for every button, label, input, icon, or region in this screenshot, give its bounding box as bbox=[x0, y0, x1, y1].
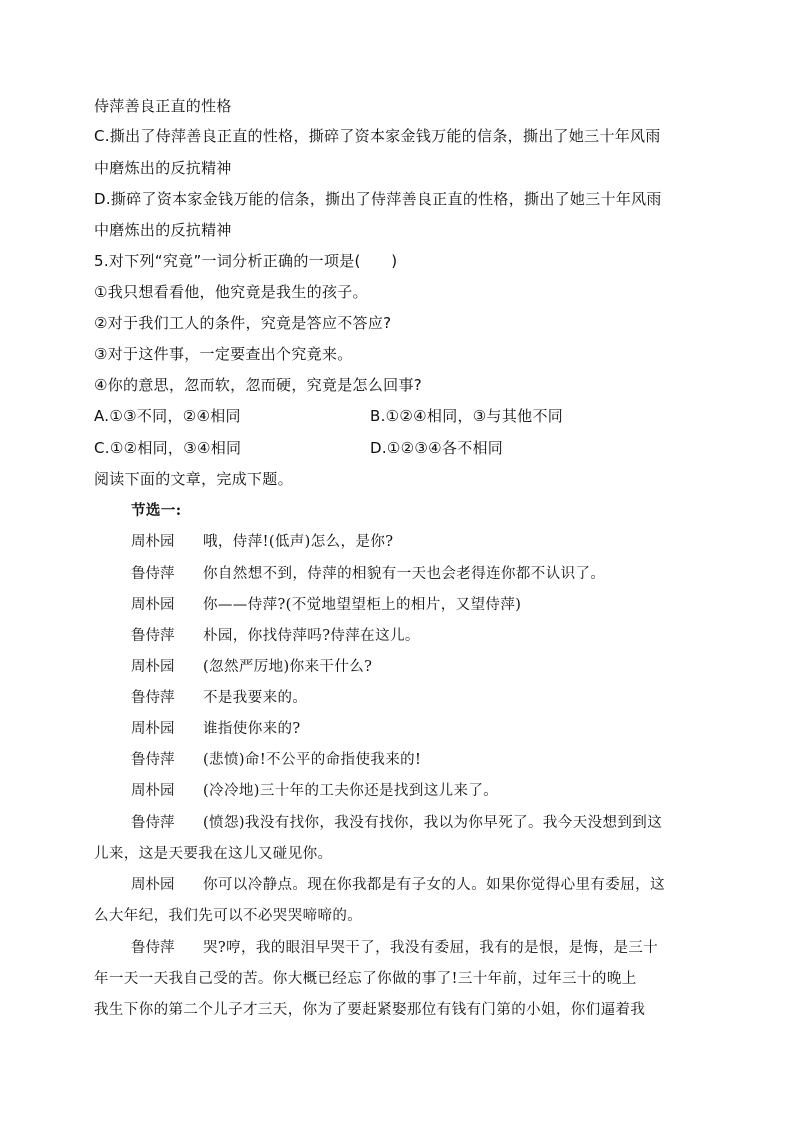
speaker-name: 鲁侍萍 bbox=[131, 690, 175, 706]
speaker-name: 鲁侍萍 bbox=[131, 815, 175, 831]
dialogue-line: 不是我要来的。 bbox=[203, 690, 308, 706]
text-line: 侍萍善良正直的性格 bbox=[94, 97, 232, 115]
option-b: B.①②④相同，③与其他不同 bbox=[370, 407, 564, 425]
dialogue-line: 你自然想不到，侍萍的相貌有一天也会老得连你都不认识了。 bbox=[203, 566, 606, 582]
sentence-2: ②对于我们工人的条件，究竟是答应不答应? bbox=[94, 314, 392, 332]
option-d-line: D.撕碎了资本家金钱万能的信条，撕出了侍萍善良正直的性格，撕出了她三十年风雨 bbox=[94, 190, 662, 208]
question-5: 5.对下列“究竟”一词分析正确的一项是( ) bbox=[94, 252, 398, 270]
sentence-3: ③对于这件事，一定要查出个究竟来。 bbox=[94, 345, 353, 363]
option-d: D.①②③④各不相同 bbox=[370, 439, 504, 457]
text-line: 中磨炼出的反抗精神 bbox=[94, 159, 232, 177]
speaker-name: 周朴园 bbox=[131, 597, 175, 613]
speaker-name: 周朴园 bbox=[131, 877, 175, 893]
dialogue-line: 你可以冷静点。现在你我都是有子女的人。如果你觉得心里有委屈，这 bbox=[203, 877, 665, 893]
sentence-1: ①我只想看看他，他究竟是我生的孩子。 bbox=[94, 283, 368, 301]
speaker-name: 鲁侍萍 bbox=[131, 566, 175, 582]
option-c-line: C.撕出了侍萍善良正直的性格，撕碎了资本家金钱万能的信条，撕出了她三十年风雨 bbox=[94, 127, 661, 145]
speaker-name: 鲁侍萍 bbox=[131, 628, 175, 644]
dialogue-line: 你——侍萍?(不觉地望望柜上的相片，又望侍萍) bbox=[203, 597, 522, 613]
dialogue-line: (悲愤)命!不公平的命指使我来的! bbox=[203, 752, 422, 768]
speaker-name: 鲁侍萍 bbox=[131, 940, 175, 956]
dialogue-line: 哭?哼，我的眼泪早哭干了，我没有委屈，我有的是恨，是悔，是三十 bbox=[203, 940, 659, 956]
speaker-name: 周朴园 bbox=[131, 659, 175, 675]
option-a: A.①③不同，②④相同 bbox=[94, 407, 241, 425]
sentence-4: ④你的意思，忽而软，忽而硬，究竟是怎么回事? bbox=[94, 376, 423, 394]
speaker-name: 周朴园 bbox=[131, 721, 175, 737]
speaker-name: 周朴园 bbox=[131, 534, 175, 550]
speaker-name: 鲁侍萍 bbox=[131, 752, 175, 768]
dialogue-continuation: 我生下你的第二个儿子才三天，你为了要赶紧娶那位有钱有门第的小姐，你们逼着我 bbox=[94, 1002, 646, 1018]
dialogue-line: 朴园，你找侍萍吗?侍萍在这儿。 bbox=[203, 628, 420, 644]
reading-instruction: 阅读下面的文章，完成下题。 bbox=[94, 470, 293, 488]
dialogue-line: 哦，侍萍!(低声)怎么，是你? bbox=[203, 534, 394, 550]
dialogue-line: (冷冷地)三十年的工夫你还是找到这儿来了。 bbox=[203, 783, 499, 799]
dialogue-line: (忽然严厉地)你来干什么? bbox=[203, 659, 373, 675]
option-c: C.①②相同，③④相同 bbox=[94, 439, 242, 457]
speaker-name: 周朴园 bbox=[131, 783, 175, 799]
section-title: 节选一: bbox=[131, 502, 182, 519]
dialogue-continuation: 儿来，这是天要我在这儿又碰见你。 bbox=[94, 846, 333, 862]
dialogue-line: (愤怨)我没有找你，我没有找你，我以为你早死了。我今天没想到到这 bbox=[203, 815, 663, 831]
dialogue-line: 谁指使你来的? bbox=[203, 721, 301, 737]
text-line: 中磨炼出的反抗精神 bbox=[94, 221, 232, 239]
dialogue-continuation: 年一天一天我自己受的苦。你大概已经忘了你做的事了!三十年前，过年三十的晚上 bbox=[94, 971, 637, 987]
dialogue-continuation: 么大年纪，我们先可以不必哭哭啼啼的。 bbox=[94, 908, 363, 924]
